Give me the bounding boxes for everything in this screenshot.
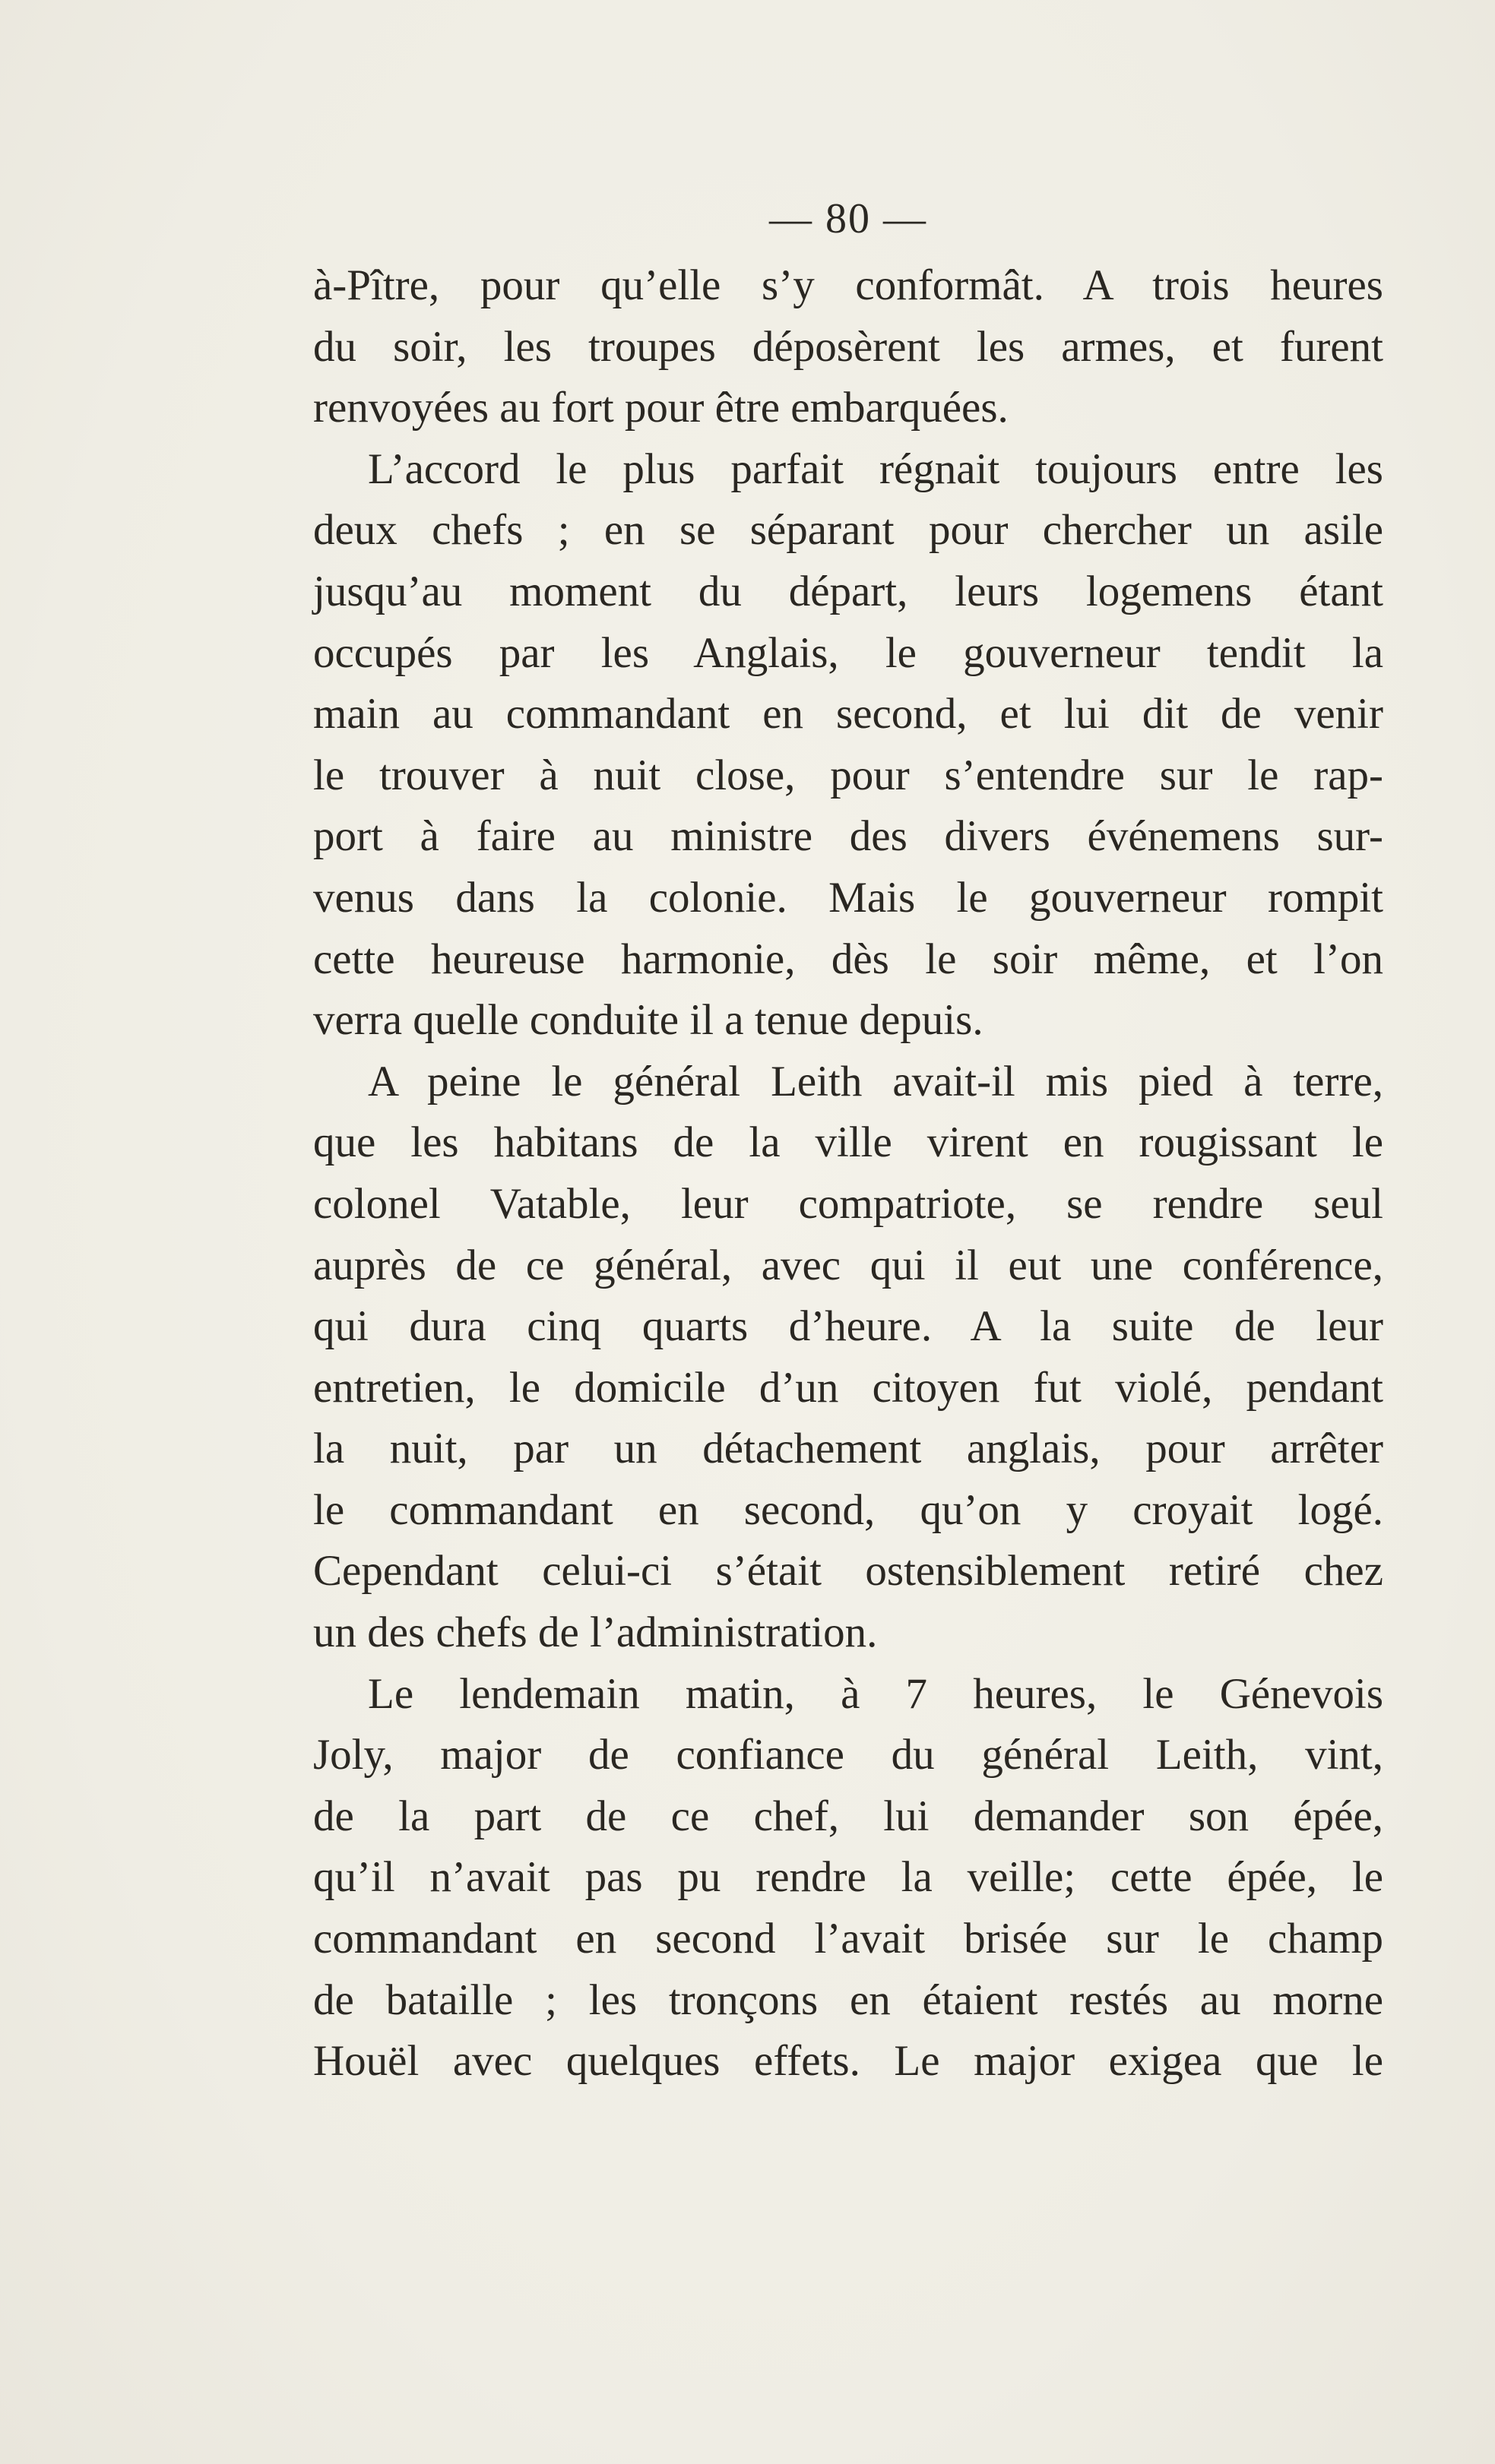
text-line: commandant en second l’avait brisée sur le champ (313, 1915, 1383, 1963)
text-line: entretien, le domicile d’un citoyen fut violé, pendant (313, 1363, 1383, 1412)
text-line: de la part de ce chef, lui demander son épée, (313, 1792, 1383, 1840)
text-line: verra quelle conduite il a tenue depuis. (313, 996, 983, 1045)
text-line: renvoyées au fort pour être embarquées. (313, 384, 1009, 432)
paragraph-first-line: A peine le général Leith avait-il mis pied à terre, (368, 1057, 1383, 1105)
text-line: la nuit, par un détachement anglais, pour arrêter (313, 1425, 1383, 1473)
text-line: de bataille ; les tronçons en étaient restés au morne (313, 1975, 1383, 2024)
text-line: à-Pître, pour qu’elle s’y conformât. A trois heures (313, 261, 1383, 309)
text-line: occupés par les Anglais, le gouverneur tendit la (313, 628, 1383, 677)
text-line: le trouver à nuit close, pour s’entendre sur le rap- (313, 751, 1383, 799)
text-line: main au commandant en second, et lui dit de venir (313, 690, 1383, 739)
page-text (313, 182, 1383, 2092)
text-line: qu’il n’avait pas pu rendre la veille; cette épée, le (313, 1853, 1383, 1902)
paragraph-first-line: Le lendemain matin, à 7 heures, le Génevois (368, 1669, 1383, 1718)
text-line: Cependant celui-ci s’était ostensiblement retiré chez (313, 1547, 1383, 1596)
text-line: Joly, major de confiance du général Leith, vint, (313, 1731, 1383, 1779)
text-line: cette heureuse harmonie, dès le soir même, et l’on (313, 935, 1383, 983)
text-line: le commandant en second, qu’on y croyait logé. (313, 1485, 1383, 1534)
text-line: un des chefs de l’administration. (313, 1608, 878, 1657)
paragraph-first-line: L’accord le plus parfait régnait toujours entre les (368, 444, 1383, 493)
text-line: deux chefs ; en se séparant pour chercher un asile (313, 506, 1383, 555)
text-line: que les habitans de la ville virent en rougissant le (313, 1118, 1383, 1167)
text-line: auprès de ce général, avec qui il eut une conférence, (313, 1241, 1383, 1289)
text-line: du soir, les troupes déposèrent les armes, et furent (313, 322, 1383, 371)
text-line: qui dura cinq quarts d’heure. A la suite de leur (313, 1302, 1383, 1351)
text-line: Houël avec quelques effets. Le major exigea que le (313, 2037, 1383, 2086)
text-line: port à faire au ministre des divers événemens sur- (313, 812, 1383, 861)
text-line: colonel Vatable, leur compatriote, se rendre seul (313, 1179, 1383, 1228)
text-line: venus dans la colonie. Mais le gouverneur rompit (313, 873, 1383, 922)
page-number: — 80 — (769, 195, 927, 242)
text-line: jusqu’au moment du départ, leurs logemens étant (313, 567, 1383, 615)
